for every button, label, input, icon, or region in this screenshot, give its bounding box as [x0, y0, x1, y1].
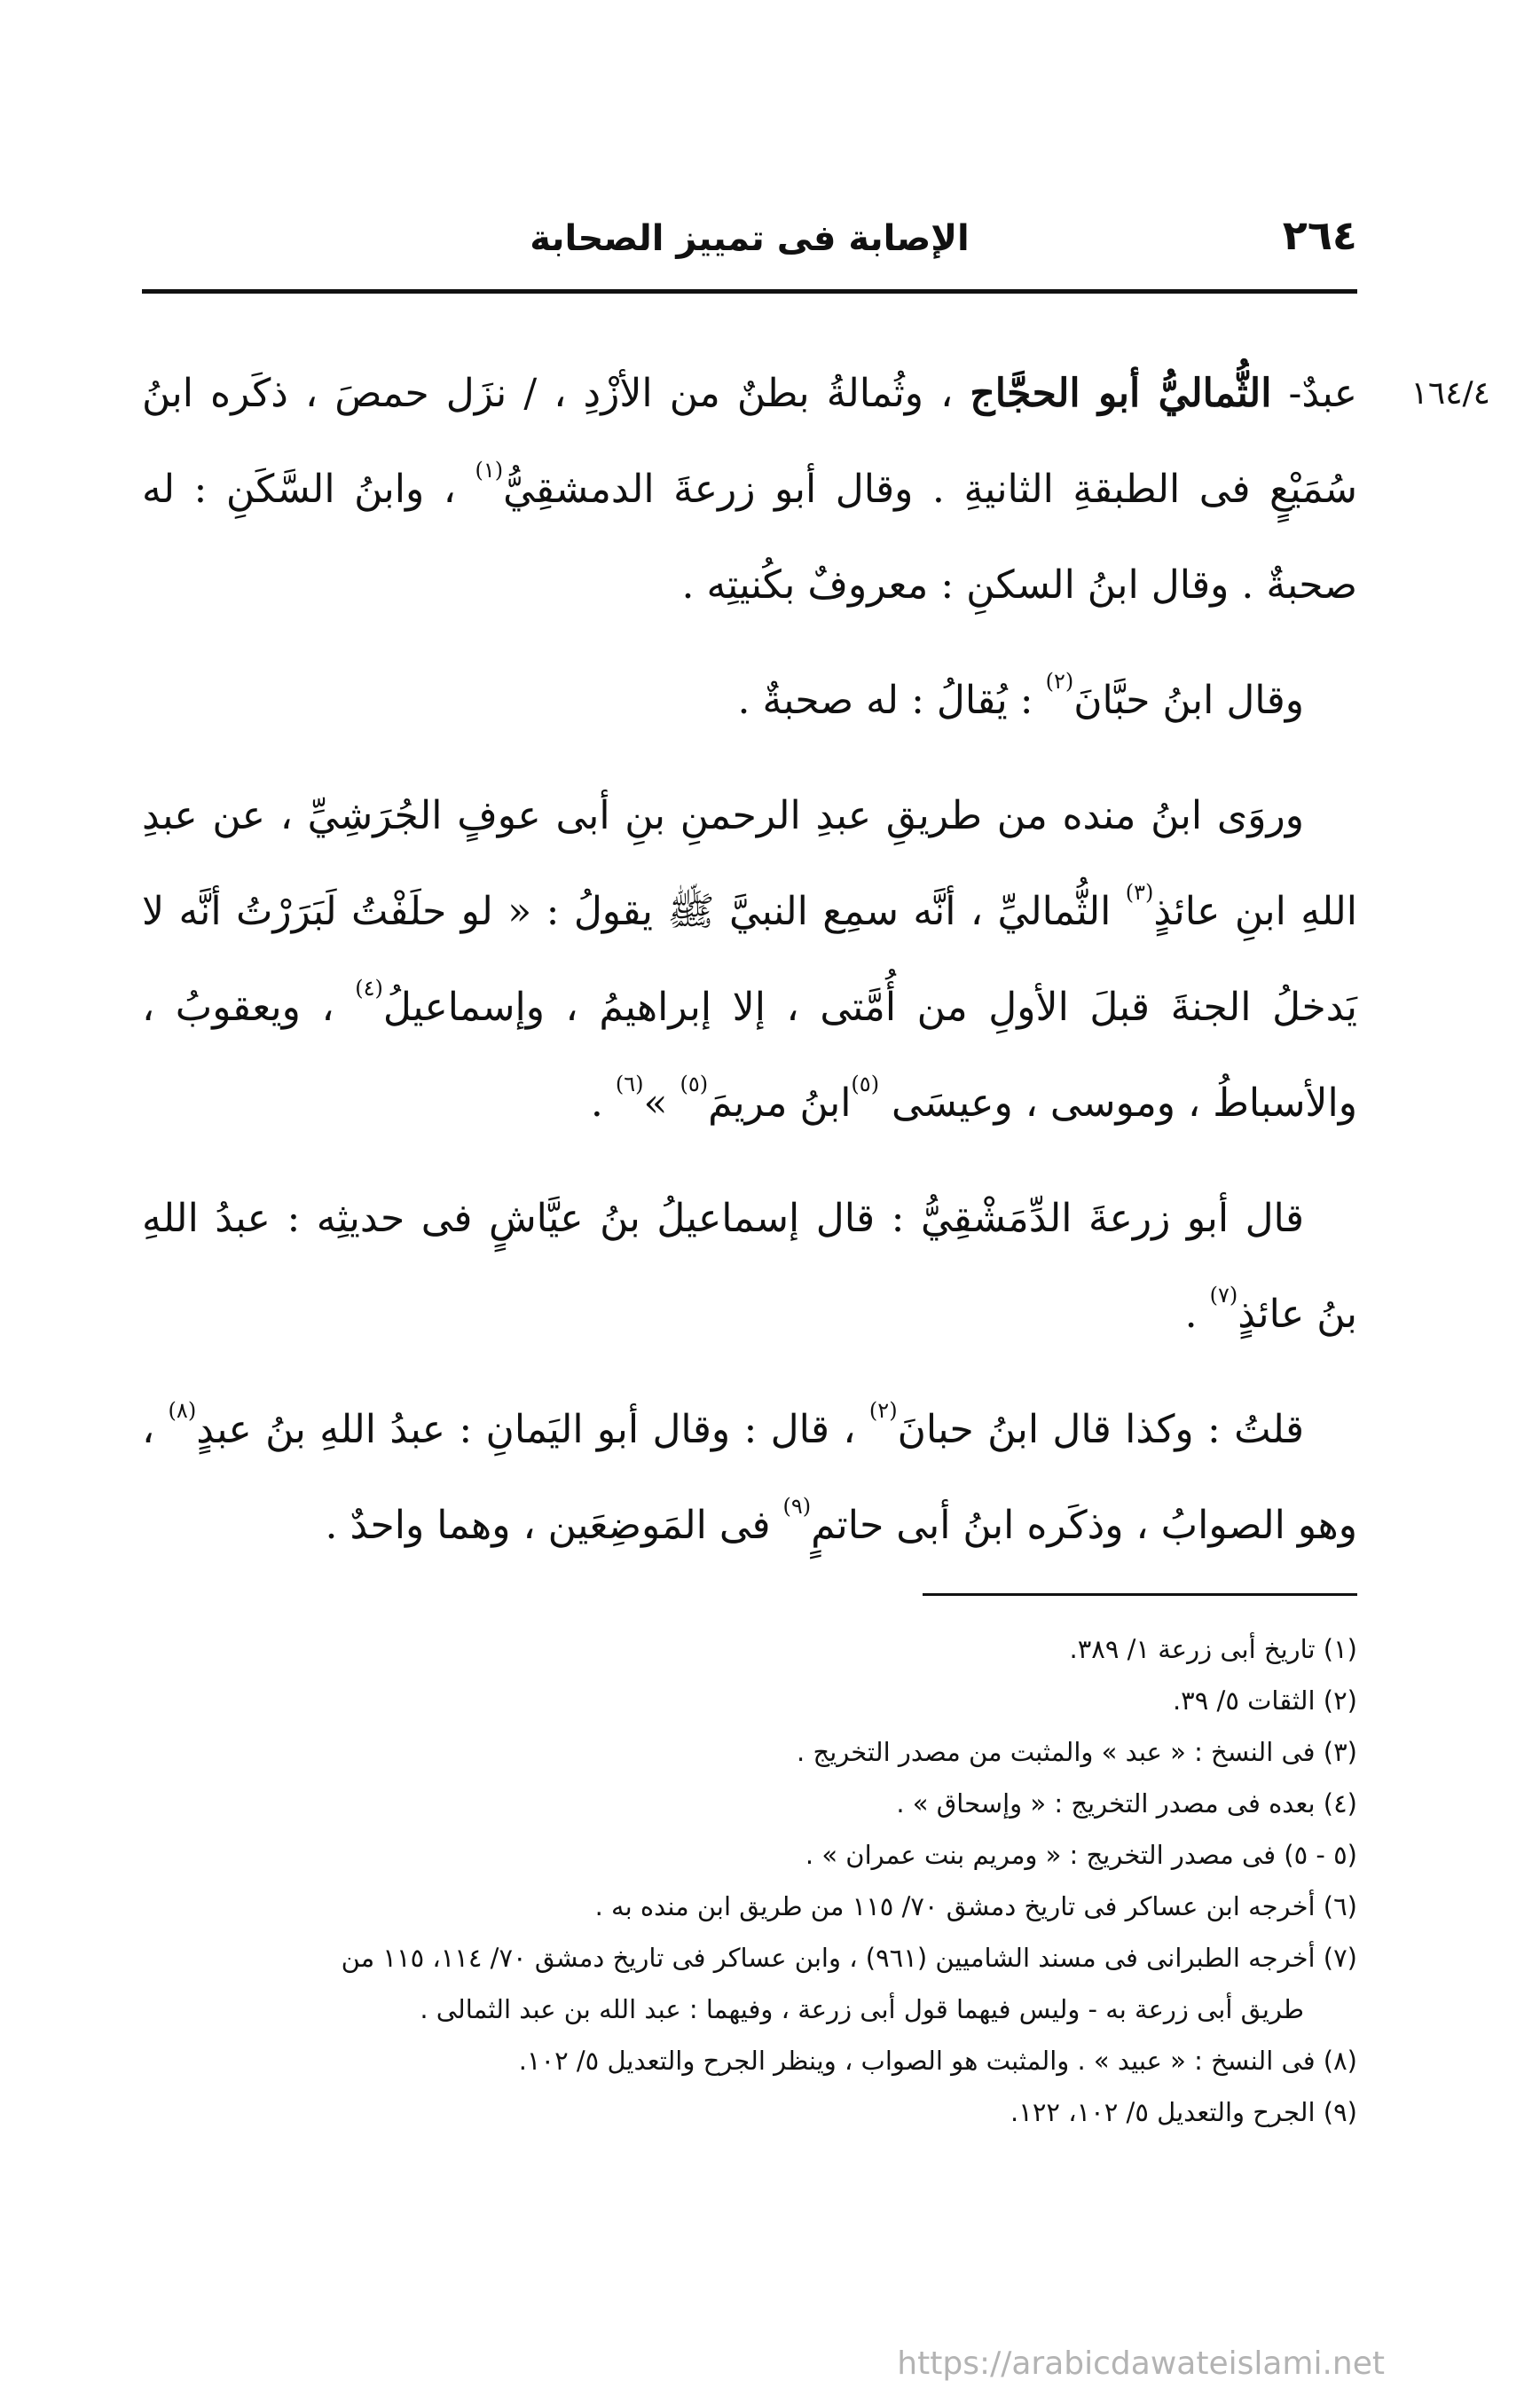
- text-segment: عبدٌ-: [1271, 371, 1357, 416]
- main-text: [142, 346, 1490, 1593]
- paragraph-abu-zura: [142, 1171, 1357, 1363]
- text-segment: قلتُ : وكذا قال ابنُ حبانَ: [897, 1407, 1304, 1452]
- running-title: الإصابة فى تمييز الصحابة: [530, 218, 970, 259]
- footnote-rule: [923, 1593, 1357, 1596]
- text-segment: ، وثُمالةُ بطنٌ من الأزْدِ ، / نزَل حمصَ ، ذكَره ابنُ سُمَيْعٍ فى الطبقةِ الثانيةِ . وقال أبو زرعةَ الدمشقِيُّ: [142, 371, 1357, 512]
- paragraph-biography: [142, 346, 1357, 633]
- paragraph-author-note: [142, 1382, 1357, 1574]
- text-segment: : يُقالُ : له صحبةٌ .: [737, 678, 1046, 723]
- footnote-ref[interactable]: (٤): [355, 976, 383, 1001]
- text-segment: فى المَوضِعَين ، وهما واحدٌ .: [325, 1503, 783, 1548]
- footnote-7: [142, 1932, 1357, 2035]
- text-segment: وروَى ابنُ منده من طريقِ عبدِ الرحمنِ بنِ أبى عوفٍ الجُرَشِيِّ ، عن عبدِ اللهِ ابنِ عائذٍ: [142, 793, 1357, 934]
- footnote-ref[interactable]: (٢): [868, 1398, 898, 1423]
- text-segment: .: [1184, 1292, 1210, 1337]
- footnote-ref[interactable]: (٨): [168, 1398, 197, 1423]
- footnote-7-line-2: طريق أبى زرعة به - وليس فيهما قول أبى زرعة ، وفيهما : عبد الله بن عبد الثمالى .: [420, 1994, 1304, 2024]
- footnote-8: (٨) فى النسخ : « عبيد » . والمثبت هو الصواب ، وينظر الجرح والتعديل ٥/ ١٠٢.: [518, 2046, 1357, 2076]
- footnote-6: (٦) أخرجه ابن عساكر فى تاريخ دمشق ٧٠/ ١١٥ من طريق ابن منده به .: [594, 1891, 1357, 1921]
- footnote-ref[interactable]: (٥): [851, 1072, 880, 1096]
- footnote-2: (٢) الثقات ٥/ ٣٩.: [1172, 1685, 1357, 1716]
- footnote-ref[interactable]: (٣): [1125, 880, 1154, 905]
- footnote-ref[interactable]: (٩): [782, 1494, 812, 1519]
- watermark-url[interactable]: https://arabicdawateislami.net: [897, 2345, 1385, 2382]
- text-segment: وقال ابنُ حبَّانَ: [1073, 678, 1304, 723]
- footnote-3: (٣) فى النسخ : « عبد » والمثبت من مصدر التخريج .: [797, 1737, 1357, 1767]
- footnote-7-line-1: (٧) أخرجه الطبرانى فى مسند الشاميين (٩٦١) ، وابن عساكر فى تاريخ دمشق ٧٠/ ١١٤، ١١٥ من: [341, 1943, 1357, 1973]
- footnote-ref[interactable]: (٢): [1045, 669, 1074, 694]
- subject-name: الثُّماليُّ أبو الحجَّاج: [970, 371, 1272, 416]
- text-segment: قال أبو زرعةَ الدِّمَشْقِيُّ : قال إسماعيلُ بنُ عيَّاشٍ فى حديثِه : عبدُ اللهِ بنُ عائذٍ: [142, 1196, 1357, 1337]
- paragraph-hadith: [142, 768, 1357, 1151]
- page-number: ٢٦٤: [1282, 211, 1357, 259]
- text-segment: ، وهو الصوابُ ، وذكَره ابنُ أبى حاتمٍ: [142, 1407, 1357, 1548]
- text-segment: ابنُ مريمَ: [708, 1080, 852, 1126]
- page-header: [142, 211, 1357, 282]
- footnote-ref[interactable]: (١): [475, 458, 504, 483]
- text-segment: ، وابنُ السَّكَنِ : له صحبةٌ . وقال ابنُ السكنِ : معروفٌ بكُنيتِه .: [142, 467, 1357, 608]
- text-segment: ، قال : وقال أبو اليَمانِ : عبدُ اللهِ بنُ عبدٍ: [196, 1407, 869, 1452]
- footnote-ref[interactable]: (٦): [615, 1072, 644, 1096]
- footnote-ref[interactable]: (٧): [1209, 1283, 1238, 1308]
- paragraph-ibn-hibban: [142, 653, 1357, 749]
- text-segment: »: [643, 1080, 680, 1126]
- footnote-9: (٩) الجرح والتعديل ٥/ ١٠٢، ١٢٢.: [1010, 2097, 1357, 2127]
- entry-number: ١٦٤/٤: [1410, 375, 1490, 412]
- footnote-ref[interactable]: (٥): [680, 1072, 709, 1096]
- footnote-4: (٤) بعده فى مصدر التخريج : « وإسحاق » .: [896, 1788, 1357, 1819]
- text-segment: ، ويعقوبُ ، والأسباطُ ، وموسى ، وعيسَى: [142, 985, 1357, 1126]
- footnotes: [142, 1623, 1357, 2138]
- footnote-1: (١) تاريخ أبى زرعة ١/ ٣٨٩.: [1069, 1634, 1357, 1664]
- text-segment: الثُّماليِّ ، أنَّه سمِع النبيَّ ﷺ يقولُ : « لو حلَفْتُ لَبَرَرْتُ أنَّه لا يَدخلُ الجنةَ قبلَ الأولِ من أُمَّتى ، إلا إبراهيمُ ، وإسماعيلُ: [142, 889, 1357, 1030]
- footnote-5: (٥ - ٥) فى مصدر التخريج : « ومريم بنت عمران » .: [805, 1840, 1357, 1870]
- text-segment: .: [590, 1080, 616, 1126]
- header-rule: [142, 289, 1357, 294]
